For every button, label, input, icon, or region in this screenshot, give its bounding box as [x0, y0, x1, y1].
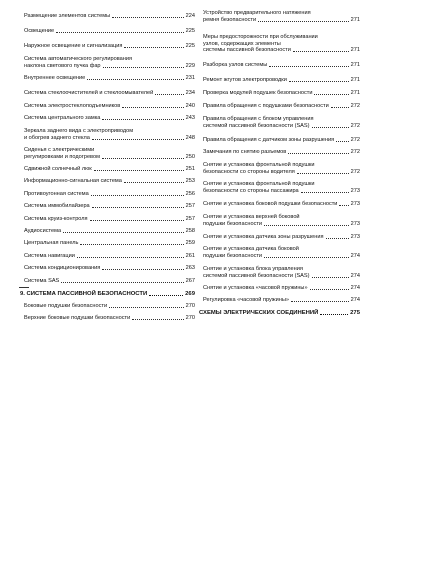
toc-entry: [24, 178, 195, 185]
toc-entry: [24, 253, 195, 260]
toc-entry-title: системой пассивной безопасности (SAS): [203, 122, 310, 129]
toc-entry: [24, 265, 195, 272]
toc-entry: [24, 303, 195, 310]
dot-leader: [87, 79, 183, 80]
toc-entry-title-line: Снятие и установка блока управления: [203, 266, 303, 272]
toc-entry: [24, 128, 195, 141]
dot-leader: [326, 238, 349, 239]
toc-page-number: 240: [185, 103, 195, 109]
toc-page-number: 267: [185, 278, 195, 284]
toc-entry-title: регулировками и подогревом: [24, 153, 100, 160]
dot-leader: [312, 127, 349, 128]
toc-page-number: 270: [185, 315, 195, 321]
toc-entry-title: Система электростеклоподъемников: [24, 103, 121, 109]
toc-entry-title: Наружное освещение и сигнализация: [24, 43, 123, 49]
dot-leader: [339, 205, 348, 206]
toc-entry-title: Ремонт жгутов электропроводки: [203, 77, 287, 83]
dot-leader: [109, 307, 184, 308]
toc-page-number: 271: [350, 47, 360, 54]
toc-entry-title: системой пассивной безопасности (SAS): [203, 272, 310, 279]
toc-section-heading: [199, 310, 360, 317]
toc-page-number: 269: [185, 291, 195, 297]
toc-page-number: 257: [185, 216, 195, 222]
toc-entry-title: Система иммобилайзера: [24, 203, 90, 209]
dot-leader: [301, 192, 349, 193]
toc-entry: [24, 203, 195, 210]
toc-entry: [24, 115, 195, 122]
toc-entry-title: подушки безопасности: [203, 220, 263, 227]
toc-entry-title: и обогрев заднего стекла: [24, 134, 90, 141]
dot-leader: [124, 182, 184, 183]
toc-entry: [24, 191, 195, 198]
toc-entry: [203, 297, 360, 304]
toc-entry: [203, 137, 360, 144]
dot-leader: [91, 195, 184, 196]
toc-entry-title: Снятие и установка боковой подушки безопасности: [203, 201, 338, 207]
toc-page-number: 273: [350, 201, 360, 207]
toc-entry-title-line: Правила обращения с блоком управления: [203, 116, 314, 122]
dot-leader: [80, 244, 183, 245]
toc-page-number: 273: [350, 220, 360, 227]
dot-leader: [102, 269, 183, 270]
toc-page-number: 274: [350, 297, 360, 303]
dot-leader: [102, 119, 183, 120]
toc-page-number: 251: [185, 166, 195, 172]
toc-page-number: 273: [350, 234, 360, 240]
toc-entry-title: Центральная панель: [24, 240, 79, 246]
toc-page-number: 270: [185, 303, 195, 309]
toc-entry-title-line: Сиденья с электрическими: [24, 147, 95, 153]
toc-entry-title: Правила обращения с подушками безопасности: [203, 103, 329, 109]
toc-entry-title: Сдвижной солнечный люк: [24, 166, 92, 172]
toc-entry: [203, 149, 360, 156]
toc-entry: [203, 214, 360, 227]
toc-entry: [24, 56, 195, 69]
toc-entry: [24, 13, 195, 20]
toc-entry: [203, 162, 360, 175]
toc-entry: [24, 28, 195, 35]
toc-entry-title: подушки безопасности: [203, 252, 263, 259]
toc-entry-title: Система круиз-контроля: [24, 216, 88, 222]
toc-entry: [203, 234, 360, 241]
toc-entry: [203, 246, 360, 259]
toc-entry: [203, 201, 360, 208]
toc-entry-title: Система навигации: [24, 253, 75, 259]
toc-entry-title: Противоугонная система: [24, 191, 89, 197]
dot-leader: [289, 81, 349, 82]
toc-page-number: 272: [350, 168, 360, 175]
toc-entry: [203, 266, 360, 279]
dot-leader: [293, 51, 349, 52]
toc-entry-title: Правила обращения с датчиком зоны разрушения: [203, 137, 335, 143]
toc-entry: [24, 315, 195, 322]
toc-page-number: 274: [350, 285, 360, 291]
toc-entry-title: Внутреннее освещение: [24, 75, 86, 81]
toc-entry: [203, 34, 360, 54]
toc-entry: [203, 116, 360, 129]
toc-page-number: 271: [350, 77, 360, 83]
dot-leader: [320, 314, 348, 315]
dot-leader: [314, 94, 348, 95]
toc-entry-title: Разборка узлов системы: [203, 62, 268, 68]
toc-entry-title-line: Снятие и установка датчика боковой: [203, 246, 299, 252]
dot-leader: [269, 66, 348, 67]
toc-entry: [24, 278, 195, 285]
dot-leader: [56, 32, 184, 33]
toc-entry-title: Замечания по снятию разъемов: [203, 149, 287, 155]
toc-page-number: 248: [185, 134, 195, 141]
toc-entry: [203, 103, 360, 110]
toc-page-number: 263: [185, 265, 195, 271]
toc-entry-title: безопасности со стороны водителя: [203, 168, 295, 175]
dot-leader: [94, 170, 184, 171]
toc-page-number: 225: [185, 28, 195, 34]
toc-entry-title: наклона светового пучка фар: [24, 62, 101, 69]
toc-entry-title: системы пассивной безопасности: [203, 47, 291, 54]
toc-page-number: 272: [350, 137, 360, 143]
toc-entry-title-line: узлов, содержащих элементы: [203, 40, 281, 47]
dot-leader: [288, 153, 348, 154]
toc-page-number: 275: [350, 310, 360, 316]
toc-entry: [24, 103, 195, 110]
toc-entry-title: Боковые подушки безопасности: [24, 303, 108, 309]
toc-page-number: 273: [350, 187, 360, 194]
dot-leader: [149, 295, 183, 296]
toc-entry-title: безопасности со стороны пассажира: [203, 187, 299, 194]
toc-section-title: СХЕМЫ ЭЛЕКТРИЧЕСКИХ СОЕДИНЕНИЙ: [199, 310, 319, 316]
toc-entry-title: Аудиосистема: [24, 228, 62, 234]
dot-leader: [297, 173, 349, 174]
toc-page-number: 274: [350, 252, 360, 259]
toc-entry: [24, 216, 195, 223]
toc-entry-title: Верхние боковые подушки безопасности: [24, 315, 131, 321]
toc-entry-title: Информационно-сигнальная система: [24, 178, 122, 184]
toc-entry: [24, 43, 195, 50]
dot-leader: [103, 67, 184, 68]
dot-leader: [77, 257, 184, 258]
toc-page-number: 271: [350, 62, 360, 68]
toc-entry-title-line: Снятие и установка фронтальной подушки: [203, 181, 315, 187]
dot-leader: [291, 301, 349, 302]
toc-page-number: 253: [185, 178, 195, 184]
toc-entry: [203, 62, 360, 69]
dot-leader: [90, 220, 184, 221]
toc-entry-title-line: Зеркала заднего вида с электроприводом: [24, 128, 134, 134]
toc-entry: [203, 90, 360, 97]
toc-page-number: 274: [350, 272, 360, 279]
toc-page-number: 231: [185, 75, 195, 81]
toc-entry-title: Система кондиционирования: [24, 265, 101, 271]
toc-page-number: 224: [185, 13, 195, 19]
toc-section-title: 9. СИСТЕМА ПАССИВНОЙ БЕЗОПАСНОСТИ: [20, 291, 148, 297]
toc-entry: [24, 75, 195, 82]
dot-leader: [63, 232, 184, 233]
toc-entry-title-line: Меры предосторожности при обслуживании: [203, 34, 318, 40]
toc-entry: [203, 181, 360, 194]
toc-page-number: 259: [185, 240, 195, 246]
dot-leader: [132, 319, 183, 320]
toc-page-number: 261: [185, 253, 195, 259]
toc-entry-title-line: Система автоматического регулирования: [24, 56, 133, 62]
toc-page-number: 271: [350, 16, 360, 23]
toc-entry: [203, 10, 360, 23]
dot-leader: [310, 289, 349, 290]
toc-entry-title: Система SAS: [24, 278, 60, 284]
toc-page-number: 243: [185, 115, 195, 121]
section-marker-rule: [19, 287, 29, 288]
toc-page-number: 272: [350, 103, 360, 109]
toc-entry-title: Освещение: [24, 28, 55, 34]
toc-entry: [203, 285, 360, 292]
toc-page-number: 257: [185, 203, 195, 209]
toc-entry: [24, 228, 195, 235]
toc-entry: [24, 240, 195, 247]
dot-leader: [336, 141, 348, 142]
toc-entry: [203, 77, 360, 84]
dot-leader: [112, 17, 184, 18]
toc-entry: [24, 166, 195, 173]
dot-leader: [61, 282, 183, 283]
toc-entry-title-line: Снятие и установка фронтальной подушки: [203, 162, 315, 168]
toc-page-number: 225: [185, 43, 195, 49]
toc-entry-title: Проверка модулей подушек безопасности: [203, 90, 313, 96]
dot-leader: [155, 94, 183, 95]
dot-leader: [92, 207, 184, 208]
toc-page-number: 250: [185, 153, 195, 160]
dot-leader: [258, 21, 349, 22]
dot-leader: [92, 139, 184, 140]
dot-leader: [102, 158, 184, 159]
toc-section-heading: [20, 291, 195, 298]
toc-page-number: 272: [350, 149, 360, 155]
toc-entry-title: Регулировка «часовой пружины»: [203, 297, 289, 303]
toc-page-number: 271: [350, 90, 360, 96]
toc-entry: [24, 147, 195, 160]
dot-leader: [264, 257, 349, 258]
toc-entry-title: ремня безопасности: [203, 16, 257, 23]
toc-entry-title: Снятие и установка «часовой пружины»: [203, 285, 308, 291]
toc-entry-title: Размещение элементов системы: [24, 13, 111, 19]
toc-entry: [24, 90, 195, 97]
toc-page-number: 258: [185, 228, 195, 234]
toc-page-number: 256: [185, 191, 195, 197]
dot-leader: [264, 225, 349, 226]
toc-page-number: 272: [350, 122, 360, 129]
toc-entry-title: Снятие и установка датчика зоны разрушения: [203, 234, 324, 240]
dot-leader: [122, 107, 183, 108]
dot-leader: [312, 277, 349, 278]
toc-entry-title: Система стеклоочистителей и стеклоомывателей: [24, 90, 154, 96]
toc-entry-title-line: Устройство предварительного натяжения: [203, 10, 311, 16]
toc-page-number: 234: [185, 90, 195, 96]
toc-page-number: 229: [185, 62, 195, 69]
dot-leader: [124, 47, 183, 48]
toc-entry-title-line: Снятие и установка верхней боковой: [203, 214, 300, 220]
dot-leader: [331, 107, 349, 108]
toc-entry-title: Система центрального замка: [24, 115, 101, 121]
